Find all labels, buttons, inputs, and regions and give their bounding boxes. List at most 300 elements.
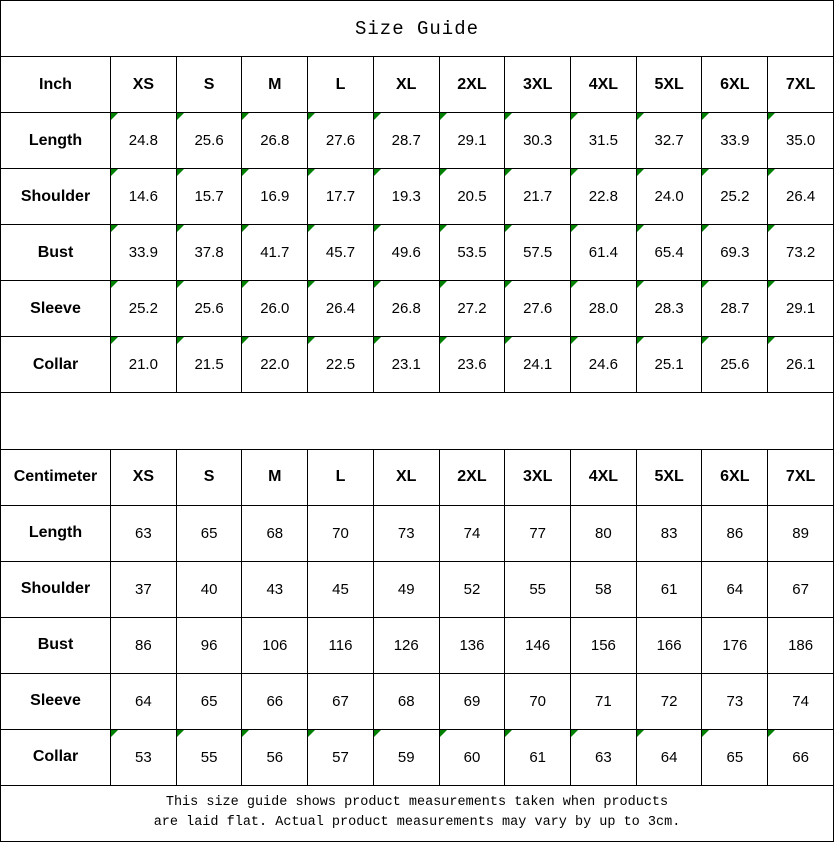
measurement-value-cell	[242, 729, 308, 785]
measurement-value-cell	[636, 169, 702, 225]
cell-flag-icon	[702, 169, 709, 176]
measurement-value-cell	[111, 673, 177, 729]
cell-flag-icon	[308, 169, 315, 176]
measurement-value-cell-text: 57	[332, 748, 349, 766]
measurement-value-cell-text: 166	[656, 636, 682, 654]
measurement-value-cell	[768, 281, 834, 337]
measurement-value-cell-text: 26.4	[325, 300, 356, 318]
cell-flag-icon	[440, 113, 447, 120]
size-header-cell	[308, 57, 374, 113]
cell-flag-icon	[571, 113, 578, 120]
footer-note	[1, 785, 834, 841]
measurement-value-cell-text: 96	[200, 636, 218, 654]
measurement-value-cell-text: 33.9	[128, 244, 158, 262]
measurement-value-cell	[308, 113, 374, 169]
measurement-value-cell	[176, 729, 242, 785]
measurement-value-cell	[176, 673, 242, 729]
measurement-value-cell-text: 61.4	[588, 244, 618, 262]
measurement-value-cell-text: 116	[328, 636, 353, 654]
measurement-value-cell	[308, 729, 374, 785]
measurement-value-cell	[636, 225, 702, 281]
measurement-label-cell-text: Shoulder	[20, 580, 91, 598]
measurement-label-cell-text: Bust	[37, 636, 74, 654]
measurement-value-cell	[308, 225, 374, 281]
cell-flag-icon	[374, 730, 381, 737]
measurement-value-cell	[439, 617, 505, 673]
measurement-value-cell	[571, 225, 637, 281]
cell-flag-icon	[374, 337, 381, 344]
unit-header-cell-text: Centimeter	[13, 468, 98, 486]
cell-flag-icon	[505, 225, 512, 232]
measurement-value-cell	[702, 337, 768, 393]
cell-flag-icon	[571, 281, 578, 288]
size-header-cell-text: 3XL	[523, 75, 553, 93]
measurement-value-cell	[373, 337, 439, 393]
measurement-value-cell-text: 64	[660, 748, 678, 766]
measurement-value-cell-text: 74	[792, 692, 809, 710]
cell-flag-icon	[768, 113, 775, 120]
cell-flag-icon	[505, 169, 512, 176]
size-header-cell	[242, 449, 308, 505]
measurement-value-cell-text: 27.6	[523, 300, 553, 318]
size-header-cell-text: XL	[396, 468, 417, 486]
measurement-value-cell-text: 63	[595, 748, 612, 766]
measurement-value-cell	[571, 337, 637, 393]
measurement-label-cell-text: Collar	[32, 748, 79, 766]
measurement-value-cell-text: 45.7	[325, 244, 356, 262]
measurement-value-cell-text: 26.4	[785, 188, 816, 206]
size-header-cell-text: 6XL	[720, 75, 750, 93]
measurement-value-cell-text: 83	[660, 524, 678, 542]
measurement-value-cell-text: 52	[463, 580, 481, 598]
cell-flag-icon	[768, 730, 775, 737]
cell-flag-icon	[111, 169, 118, 176]
measurement-value-cell	[702, 169, 768, 225]
size-header-cell	[242, 57, 308, 113]
measurement-value-cell-text: 26.8	[391, 300, 421, 318]
cell-flag-icon	[440, 337, 447, 344]
measurement-value-cell-text: 21.0	[128, 356, 158, 374]
measurement-label-cell-text: Length	[28, 131, 83, 149]
measurement-value-cell	[768, 169, 834, 225]
measurement-value-cell-text: 55	[529, 580, 547, 598]
measurement-value-cell-text: 57.5	[523, 244, 553, 262]
cell-flag-icon	[374, 281, 381, 288]
measurement-value-cell-text: 25.2	[720, 188, 750, 206]
measurement-value-cell	[373, 729, 439, 785]
measurement-value-cell-text: 37.8	[194, 244, 224, 262]
measurement-value-cell-text: 20.5	[457, 188, 487, 206]
size-header-cell-text: XS	[132, 468, 155, 486]
measurement-value-cell	[111, 729, 177, 785]
measurement-value-cell	[571, 673, 637, 729]
size-header-cell	[439, 57, 505, 113]
spacer-row	[1, 393, 834, 449]
measurement-value-cell-text: 25.2	[128, 300, 158, 318]
measurement-value-cell	[242, 113, 308, 169]
size-header-cell	[702, 449, 768, 505]
measurement-value-cell-text: 176	[722, 636, 748, 654]
measurement-value-cell-text: 73.2	[785, 244, 816, 262]
measurement-value-cell	[176, 225, 242, 281]
cell-flag-icon	[242, 337, 249, 344]
measurement-value-cell-text: 14.6	[128, 188, 158, 206]
measurement-value-cell-text: 71	[595, 692, 612, 710]
measurement-value-cell-text: 53.5	[457, 244, 487, 262]
size-header-cell-text: M	[268, 468, 282, 486]
cell-flag-icon	[768, 169, 775, 176]
size-header-cell	[702, 57, 768, 113]
measurement-value-cell	[505, 505, 571, 561]
cell-flag-icon	[637, 169, 644, 176]
cell-flag-icon	[177, 113, 184, 120]
size-header-cell	[636, 57, 702, 113]
measurement-value-cell-text: 53	[135, 748, 152, 766]
cell-flag-icon	[440, 281, 447, 288]
measurement-value-cell	[571, 561, 637, 617]
measurement-value-cell-text: 25.6	[194, 132, 224, 150]
measurement-value-cell-text: 74	[463, 524, 481, 542]
measurement-value-cell-text: 33.9	[720, 132, 750, 150]
measurement-value-cell	[242, 169, 308, 225]
measurement-value-cell	[176, 169, 242, 225]
measurement-value-cell-text: 22.5	[325, 356, 356, 374]
size-header-cell-text: XS	[132, 75, 155, 93]
measurement-value-cell	[439, 225, 505, 281]
cell-flag-icon	[637, 281, 644, 288]
measurement-value-cell-text: 26.0	[260, 300, 290, 318]
measurement-value-cell-text: 43	[266, 580, 284, 598]
measurement-value-cell	[505, 673, 571, 729]
measurement-value-cell-text: 21.7	[523, 188, 553, 206]
measurement-value-cell-text: 67	[792, 580, 809, 598]
measurement-value-cell	[505, 113, 571, 169]
measurement-label-cell	[1, 505, 111, 561]
cell-flag-icon	[242, 730, 249, 737]
measurement-value-cell	[505, 337, 571, 393]
measurement-value-cell	[702, 561, 768, 617]
size-header-cell	[308, 449, 374, 505]
measurement-value-cell-text: 26.8	[260, 132, 290, 150]
measurement-value-cell-text: 65	[200, 524, 218, 542]
measurement-value-cell	[702, 505, 768, 561]
measurement-value-cell-text: 126	[393, 636, 419, 654]
measurement-value-cell	[176, 337, 242, 393]
measurement-label-cell-text: Bust	[37, 243, 74, 261]
cell-flag-icon	[308, 281, 315, 288]
measurement-value-cell-text: 136	[459, 636, 485, 654]
measurement-value-cell	[373, 561, 439, 617]
measurement-value-cell	[373, 113, 439, 169]
cell-flag-icon	[440, 730, 447, 737]
measurement-value-cell	[111, 561, 177, 617]
measurement-value-cell	[702, 673, 768, 729]
size-header-cell-text: 7XL	[785, 75, 816, 93]
measurement-value-cell-text: 29.1	[785, 300, 816, 318]
measurement-value-cell	[176, 281, 242, 337]
measurement-value-cell	[308, 673, 374, 729]
measurement-value-cell-text: 30.3	[523, 132, 553, 150]
measurement-label-cell	[1, 337, 111, 393]
measurement-value-cell-text: 58	[595, 580, 612, 598]
measurement-value-cell	[242, 561, 308, 617]
cell-flag-icon	[111, 225, 118, 232]
measurement-value-cell-text: 61	[660, 580, 678, 598]
measurement-label-cell	[1, 113, 111, 169]
measurement-value-cell-text: 64	[135, 692, 152, 710]
measurement-value-cell-text: 77	[529, 524, 547, 542]
measurement-value-cell	[373, 225, 439, 281]
measurement-value-cell-text: 73	[397, 524, 415, 542]
measurement-value-cell-text: 45	[332, 580, 349, 598]
cell-flag-icon	[242, 113, 249, 120]
cell-flag-icon	[242, 281, 249, 288]
measurement-value-cell	[176, 617, 242, 673]
size-header-cell-text: S	[203, 75, 215, 93]
size-header-cell-text: L	[335, 75, 346, 93]
measurement-label-cell-text: Sleeve	[30, 299, 81, 317]
measurement-value-cell-text: 59	[397, 748, 415, 766]
measurement-value-cell-text: 25.6	[720, 356, 750, 374]
measurement-value-cell	[768, 729, 834, 785]
size-header-cell	[111, 57, 177, 113]
measurement-label-cell	[1, 673, 111, 729]
measurement-value-cell	[176, 505, 242, 561]
measurement-value-cell-text: 35.0	[785, 132, 816, 150]
measurement-value-cell-text: 66	[266, 692, 284, 710]
measurement-value-cell	[176, 113, 242, 169]
measurement-value-cell	[768, 113, 834, 169]
cell-flag-icon	[571, 730, 578, 737]
measurement-label-cell	[1, 617, 111, 673]
measurement-value-cell	[439, 729, 505, 785]
size-header-cell	[505, 449, 571, 505]
cell-flag-icon	[308, 337, 315, 344]
measurement-value-cell-text: 28.0	[588, 300, 618, 318]
measurement-value-cell	[636, 673, 702, 729]
measurement-value-cell	[373, 505, 439, 561]
measurement-value-cell	[636, 505, 702, 561]
measurement-value-cell	[373, 169, 439, 225]
cell-flag-icon	[768, 225, 775, 232]
cell-flag-icon	[111, 730, 118, 737]
measurement-value-cell	[702, 113, 768, 169]
measurement-value-cell	[308, 281, 374, 337]
measurement-value-cell	[439, 505, 505, 561]
measurement-value-cell	[373, 673, 439, 729]
size-header-cell-text: M	[268, 75, 282, 93]
cell-flag-icon	[111, 281, 118, 288]
measurement-value-cell-text: 28.7	[391, 132, 421, 150]
measurement-value-cell	[439, 561, 505, 617]
cell-flag-icon	[505, 281, 512, 288]
measurement-value-cell	[242, 617, 308, 673]
measurement-value-cell	[571, 505, 637, 561]
cell-flag-icon	[702, 225, 709, 232]
measurement-value-cell	[439, 281, 505, 337]
measurement-label-cell-text: Length	[28, 524, 83, 542]
size-header-cell-text: 7XL	[785, 468, 816, 486]
size-header-cell	[571, 57, 637, 113]
cell-flag-icon	[308, 113, 315, 120]
measurement-value-cell-text: 37	[135, 580, 152, 598]
measurement-value-cell	[636, 113, 702, 169]
measurement-value-cell	[242, 281, 308, 337]
size-header-cell-text: 4XL	[588, 468, 619, 486]
cell-flag-icon	[177, 281, 184, 288]
cell-flag-icon	[571, 169, 578, 176]
measurement-value-cell-text: 24.1	[523, 356, 553, 374]
measurement-value-cell	[505, 169, 571, 225]
measurement-value-cell	[636, 561, 702, 617]
measurement-value-cell-text: 61	[529, 748, 547, 766]
measurement-value-cell-text: 24.0	[654, 188, 684, 206]
cell-flag-icon	[571, 225, 578, 232]
measurement-value-cell-text: 73	[726, 692, 744, 710]
size-header-cell	[768, 449, 834, 505]
cell-flag-icon	[637, 113, 644, 120]
measurement-value-cell	[702, 729, 768, 785]
measurement-label-cell	[1, 561, 111, 617]
measurement-label-cell-text: Sleeve	[30, 692, 81, 710]
measurement-value-cell-text: 49	[397, 580, 415, 598]
size-header-cell	[439, 449, 505, 505]
size-header-cell	[571, 449, 637, 505]
measurement-value-cell-text: 23.6	[457, 356, 487, 374]
measurement-value-cell-text: 65	[200, 692, 218, 710]
measurement-value-cell	[439, 113, 505, 169]
size-guide-title-text: Size Guide	[354, 17, 480, 40]
unit-header-cell	[1, 449, 111, 505]
measurement-value-cell	[308, 617, 374, 673]
size-header-cell	[373, 57, 439, 113]
cell-flag-icon	[177, 225, 184, 232]
measurement-value-cell-text: 29.1	[457, 132, 487, 150]
cell-flag-icon	[177, 337, 184, 344]
measurement-value-cell	[505, 561, 571, 617]
measurement-value-cell-text: 16.9	[260, 188, 290, 206]
size-header-cell	[636, 449, 702, 505]
cell-flag-icon	[308, 730, 315, 737]
measurement-value-cell-text: 55	[200, 748, 218, 766]
measurement-value-cell	[111, 113, 177, 169]
measurement-value-cell-text: 21.5	[194, 356, 224, 374]
measurement-value-cell	[308, 561, 374, 617]
measurement-value-cell	[768, 617, 834, 673]
size-header-cell	[373, 449, 439, 505]
measurement-value-cell	[768, 225, 834, 281]
measurement-value-cell-text: 80	[595, 524, 612, 542]
measurement-value-cell	[505, 281, 571, 337]
measurement-value-cell	[242, 505, 308, 561]
measurement-value-cell-text: 106	[262, 636, 288, 654]
measurement-label-cell-text: Shoulder	[20, 187, 91, 205]
measurement-label-cell	[1, 225, 111, 281]
measurement-value-cell	[111, 169, 177, 225]
measurement-value-cell	[636, 729, 702, 785]
measurement-value-cell-text: 69.3	[720, 244, 750, 262]
measurement-value-cell-text: 68	[266, 524, 284, 542]
size-header-cell-text: L	[335, 468, 346, 486]
measurement-value-cell-text: 60	[463, 748, 481, 766]
cell-flag-icon	[374, 113, 381, 120]
measurement-value-cell-text: 63	[135, 524, 152, 542]
measurement-value-cell-text: 56	[266, 748, 284, 766]
measurement-label-cell	[1, 729, 111, 785]
cell-flag-icon	[702, 113, 709, 120]
size-header-cell-text: 2XL	[457, 75, 487, 93]
measurement-value-cell	[571, 113, 637, 169]
measurement-value-cell-text: 22.8	[588, 188, 618, 206]
footer-line-1: This size guide shows product measurements taken when products	[165, 795, 669, 811]
cell-flag-icon	[505, 730, 512, 737]
cell-flag-icon	[177, 730, 184, 737]
measurement-value-cell	[702, 225, 768, 281]
measurement-value-cell	[111, 281, 177, 337]
measurement-value-cell	[439, 673, 505, 729]
cell-flag-icon	[637, 730, 644, 737]
measurement-value-cell	[176, 561, 242, 617]
size-header-cell-text: XL	[396, 75, 417, 93]
cell-flag-icon	[768, 337, 775, 344]
measurement-value-cell-text: 32.7	[654, 132, 684, 150]
measurement-value-cell-text: 89	[792, 524, 809, 542]
measurement-value-cell	[702, 281, 768, 337]
measurement-value-cell	[768, 561, 834, 617]
measurement-value-cell-text: 69	[463, 692, 481, 710]
size-header-cell-text: 5XL	[654, 468, 684, 486]
measurement-value-cell-text: 27.2	[457, 300, 487, 318]
footer-line-2: are laid flat. Actual product measurements may vary by up to 3cm.	[153, 815, 681, 831]
measurement-value-cell-text: 64	[726, 580, 744, 598]
size-header-cell	[111, 449, 177, 505]
size-header-cell-text: 5XL	[654, 75, 684, 93]
measurement-value-cell	[505, 617, 571, 673]
measurement-value-cell	[768, 505, 834, 561]
unit-header-cell	[1, 57, 111, 113]
measurement-value-cell	[242, 337, 308, 393]
size-header-cell-text: 2XL	[457, 468, 487, 486]
measurement-value-cell	[571, 729, 637, 785]
measurement-label-cell-text: Collar	[32, 355, 79, 373]
cell-flag-icon	[505, 337, 512, 344]
measurement-value-cell	[308, 169, 374, 225]
measurement-value-cell	[373, 281, 439, 337]
measurement-value-cell	[571, 169, 637, 225]
measurement-label-cell	[1, 281, 111, 337]
measurement-value-cell-text: 86	[726, 524, 744, 542]
cell-flag-icon	[374, 169, 381, 176]
measurement-value-cell	[768, 673, 834, 729]
measurement-value-cell-text: 17.7	[325, 188, 356, 206]
measurement-value-cell	[111, 617, 177, 673]
measurement-value-cell-text: 31.5	[588, 132, 618, 150]
measurement-value-cell-text: 41.7	[260, 244, 290, 262]
measurement-value-cell-text: 24.8	[128, 132, 158, 150]
cell-flag-icon	[571, 337, 578, 344]
size-header-cell	[176, 57, 242, 113]
cell-flag-icon	[308, 225, 315, 232]
cell-flag-icon	[440, 169, 447, 176]
unit-header-cell-text: Inch	[39, 75, 72, 93]
measurement-label-cell	[1, 169, 111, 225]
measurement-value-cell-text: 72	[660, 692, 678, 710]
cell-flag-icon	[702, 337, 709, 344]
measurement-value-cell	[373, 617, 439, 673]
cell-flag-icon	[111, 113, 118, 120]
measurement-value-cell	[308, 505, 374, 561]
measurement-value-cell	[439, 169, 505, 225]
